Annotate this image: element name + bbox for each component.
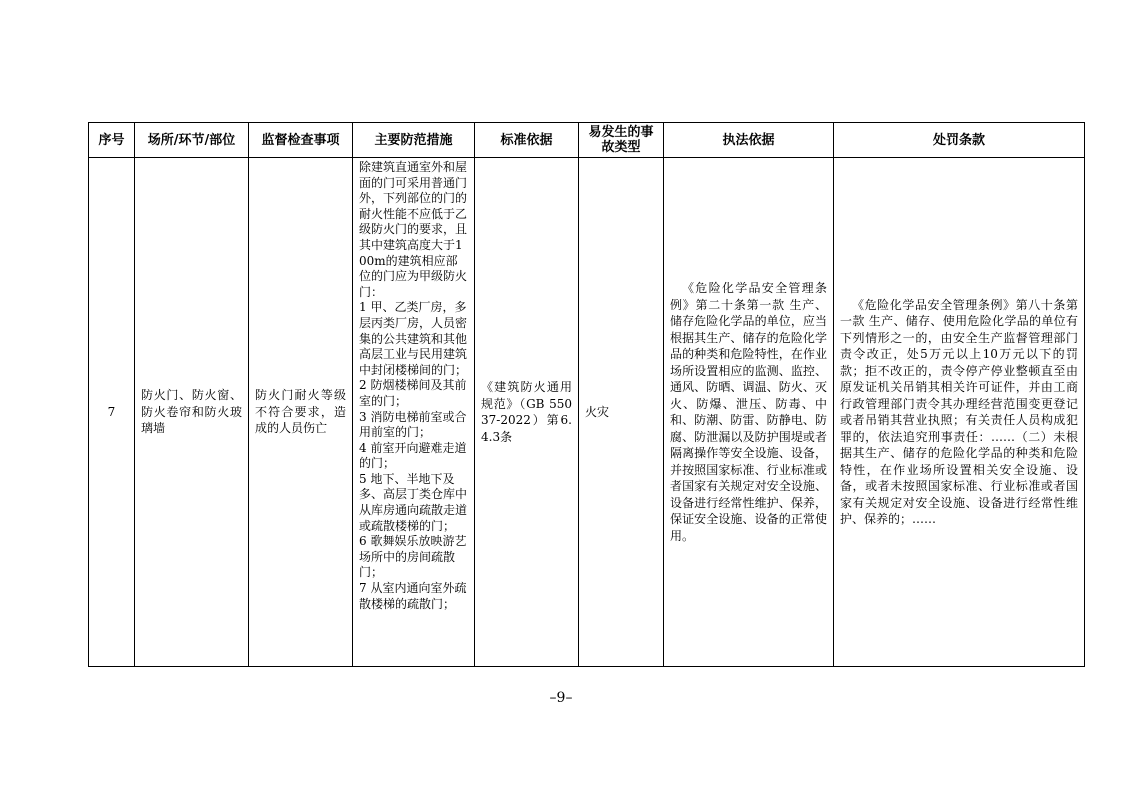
cell-legal-basis bbox=[664, 158, 834, 667]
penalty-value: 《危险化学品安全管理条例》第八十条第一款 生产、储存、使用危险化学品的单位有下列情形之一的，由安全生产监督管理部门责令改正，处5万元以上10万元以下的罚款；拒不改正的，责令停产停业整顿直至由原发证机关吊销其相关许可证件，并由工商行政管理部门责令其办理经营范围变更登记或者吊销其营业执照；有关责任人员构成犯罪的，依法追究刑事责任：……（二）未根据其生产、储存的危险化学品的种类和危险特性，在作业场所设置相关安全设施、设备，或者未按照国家标准、行业标准或者国家有关规定对安全设施、设备进行经常性维护、保养的；…… bbox=[840, 297, 1078, 526]
page-number: –9– bbox=[549, 690, 573, 706]
seq-value: 7 bbox=[107, 404, 116, 419]
cell-standard bbox=[475, 158, 579, 667]
accident-value: 火灾 bbox=[585, 404, 610, 419]
header-legal-basis: 执法依据 bbox=[664, 123, 834, 158]
regulation-table bbox=[88, 122, 1085, 667]
standard-value: 《建筑防火通用规范》（GB 55037-2022）第6.4.3条 bbox=[481, 380, 572, 444]
header-row bbox=[89, 123, 1085, 158]
inspection-value: 防火门耐火等级不符合要求，造成的人员伤亡 bbox=[255, 388, 346, 436]
header-seq: 序号 bbox=[89, 123, 135, 158]
cell-seq bbox=[89, 158, 135, 667]
cell-inspection bbox=[249, 158, 353, 667]
header-accident bbox=[579, 123, 664, 158]
measures-value: 除建筑直通室外和屋面的门可采用普通门外，下列部位的门的耐火性能不应低于乙级防火门的要求，且其中建筑高度大于100m的建筑相应部位的门应为甲级防火门： 1 甲、乙类厂房，多层丙类厂房，人员密集的公共建筑和其他高层工业与民用建筑中封闭楼梯间的门； 2 防烟楼梯间及其前室的门； 3 消防电梯前室或合用前室的门； 4 前室开向避难走道的门； 5 地下、半地下及多、高层丁类仓库中从库房通向疏散走道或疏散楼梯的门； 6 歌舞娱乐放映游艺场所中的房间疏散门； 7 从室内通向室外疏散楼梯的疏散门； bbox=[359, 160, 468, 611]
cell-accident bbox=[579, 158, 664, 667]
cell-measures bbox=[353, 158, 475, 667]
header-accident-text: 易发生的事故类型 bbox=[588, 125, 654, 155]
header-location: 场所/环节/部位 bbox=[135, 123, 249, 158]
table-row bbox=[89, 158, 1085, 667]
header-inspection: 监督检查事项 bbox=[249, 123, 353, 158]
location-value: 防火门、防火窗、防火卷帘和防火玻璃墙 bbox=[141, 388, 242, 436]
legal-basis-value: 《危险化学品安全管理条例》第二十条第一款 生产、储存危险化学品的单位，应当根据其生产、储存的危险化学品的种类和危险特性，在作业场所设置相应的监测、监控、通风、防晒、调温、防火、灭火、防爆、泄压、防毒、中和、防潮、防雷、防静电、防腐、防泄漏以及防护围堤或者隔离操作等安全设施、设备，并按照国家标准、行业标准或者国家有关规定对安全设施、设备进行经常性维护、保养，保证安全设施、设备的正常使用。 bbox=[670, 281, 827, 543]
header-measures: 主要防范措施 bbox=[353, 123, 475, 158]
header-standard: 标准依据 bbox=[475, 123, 579, 158]
cell-penalty bbox=[834, 158, 1085, 667]
cell-location bbox=[135, 158, 249, 667]
header-penalty: 处罚条款 bbox=[834, 123, 1085, 158]
